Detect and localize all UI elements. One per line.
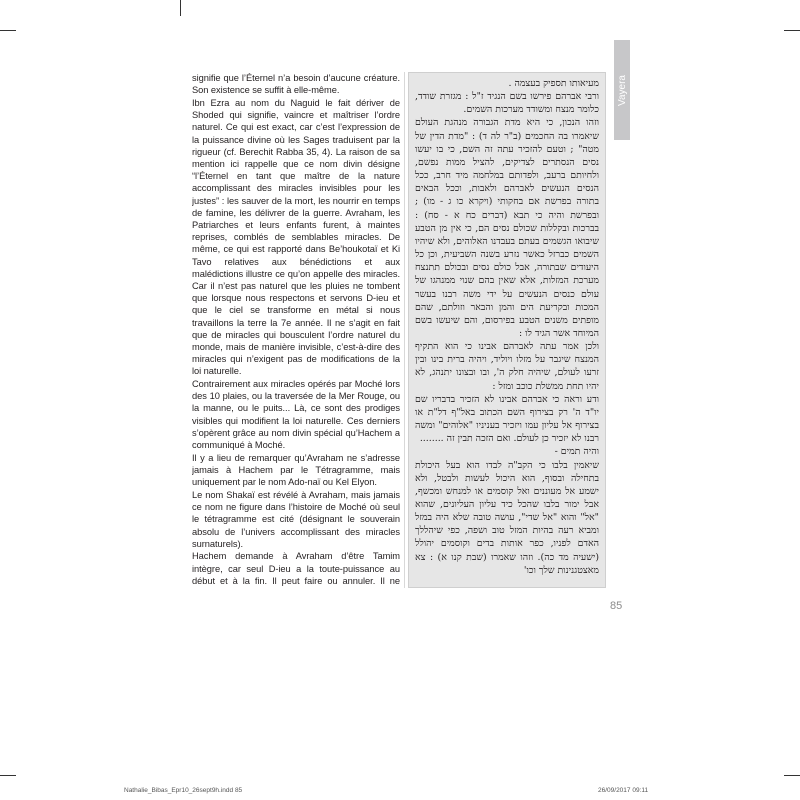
left-paragraph: Hachem demande à Avraham d’être Tamim intègre, car seul D-ieu a la toute-puissance au début et à la fin. Il peut faire ou annuler. Il ne [192, 551, 400, 586]
right-paragraph: ודע וראה כי אברהם אבינו לא הזכיר בדבריו שם יו"ד ה' רק בצירוף השם הכתוב באל"ף דל"ת או בצירוף אל עליון עמו ויזכיר בעניניו "אלוהים" ומשה רבנו לא יזכיר כן לעולם. ואם הזכה תבין זה ........ [415, 393, 599, 445]
right-paragraph: ורבי אברהם פירשו בשם הנגיד ז"ל : מגזרת שודד, כלומר מנצח ומשודד מערכות השמים. [415, 91, 599, 116]
left-paragraph: Contrairement aux miracles opérés par Moché lors des 10 plaies, ou la traversée de la Mer Rouge, ou la manne, ou le puits... Là, ce sont des prodiges visibles qui modifient la loi naturelle. Ces derniers s’opèrent grâce au nom divin spécial qu’Hachem a communiqué à Moché. [192, 379, 400, 451]
section-tab-label-wrap [614, 40, 630, 140]
french-commentary-column [192, 72, 400, 588]
page-number: 85 [610, 600, 623, 612]
crop-mark-bottom-left-h [0, 775, 16, 776]
right-paragraph: שיאמין בלבו כי הקב"ה לבדו הוא בעל היכולת בתחילה ובסוף, הוא היכול לעשות ולבטל, ולא ישמע אל מעוננים ואל קוסמים או למנחש ומכשף, אבל ימור בלבו שהכל כיד עליון העליונים, שהוא "אל" והוא "אל שדי", עושה טובה שלא היה במזל ומביא רעה בהיות המזל טוב ושפה, כפי שיהללך האדם לפניו, כפר אותות בדים וקוסמים יהולל (ישעיה מד כה). וזהו שאמרו (שבת קנו א) : צא מאצטגנינות שלך וכו' [415, 459, 599, 576]
crop-mark-top-left-v [180, 0, 181, 16]
crop-mark-top-right-h [784, 30, 800, 31]
right-paragraph: ולכן אמר עתה לאברהם אבינו כי הוא התקיף המנצח שיגבר על מזלו ויוליד, ויהיה ברית בינו ובין זרעו לעולם, שיהיה חלק ה', ובו ובצונו יתנהג, לא יהיו תחת ממשלת כוכב ומזל : [415, 341, 599, 392]
left-paragraph: signifie que l’Éternel n’a besoin d’aucune créature. Son existence se suffit à elle-même. [192, 73, 400, 96]
left-paragraph: Ibn Ezra au nom du Naguid le fait dériver de Shoded qui signifie, vaincre et maîtriser l’ordre naturel. Ce qui est exact, car c’est l’expression de la puissance divine où les Sages traduisent par la rigueur (cf. Berechit Rabba 35, 4). La raison de sa mention ici rappelle que ce nom divin désigne “l’Éternel en tant que maître de la nature accomplissant des miracles invisibles pour les justes” : les sauver de la mort, les nourrir en temps de famine, les délivrer de la guerre. Avraham, les Patriarches et leurs enfants furent, à maintes reprises, comblés de semblables miracles. De même, ce qui est rapporté dans Be’houkotaï et Ki Tavo relatives aux bénédictions et aux malédictions illustre ce qu’on appelle des miracles. Car il n’est pas naturel que les pluies ne tombent que lorsque nous respectons et servons D-ieu et que le ciel se transforme en métal si nous travaillons la terre la 7e année. Il ne s’agit en fait que de miracles qui bousculent l’ordre naturel du monde, mais de manière invisible, c’est-à-dire des miracles qui n’exigent pas de modifications de la loi naturelle. [192, 97, 400, 377]
right-paragraph: וזהו הנכון, כי היא מדת הגבורה מנהגת העולם שיאמרו בה החכמים (ב"ר לה ד) : "מדת הדין של מטה" ; וטעם להזכיר עתה זה השם, כי בו יעשו נסים הנסתרים לצדיקים, להציל ממות נפשם, ולחיותם ברעב, ולפדותם במלחמה מיד חרב, ככל הנסים הנעשים לאברהם ולאבות, וככל הבאים בתורה בפרשת אם בחקותי (ויקרא כו ג - מו) ; ובפרשת והיה כי תבא (דברים כח א - סח) : בברכות ובקללות שכולם נסים הם, כי אין מן הטבע שיבואו הגשמים בעתם בעבדנו האלוהים, ולא שיהיו השמים כברזל כאשר נזרע בשנה השביעית, וכן כל היעודים שבתורה, אבל כולם נסים ובכולם תתנצח מערכת המזלות, אלא שאין בהם שנוי ממנהגו של עולם כנסים הנעשים על ידי משה רבנו בעשר המכות ובקריעת הים והמן והבאר וזולתם, שהם מופתים משנים הטבע בפירסום, והם שיעשו בשם המיוחד אשר הגיד לו : [415, 117, 599, 339]
right-paragraph: מעיאותו תספיק בעצמה . [508, 78, 599, 89]
column-divider [404, 72, 405, 588]
hebrew-commentary-column [408, 72, 606, 588]
slug-date: 26/09/2017 09:11 [598, 787, 649, 794]
section-tab-label: Vayera [616, 74, 628, 106]
slug-file: Nathalie_Bibas_Epr10_26sept9h.indd 85 [124, 787, 243, 794]
crop-mark-bottom-right-h [784, 775, 800, 776]
crop-mark-top-left-h [0, 30, 16, 31]
right-paragraph: והיה תמים - [554, 446, 599, 458]
left-paragraph: Il y a lieu de remarquer qu’Avraham ne s’adresse jamais à Hachem par le Tétragramme, mais uniquement par le nom Ado-naï ou Kel Elyon. [192, 452, 400, 488]
left-paragraph: Le nom Shakaï est révélé à Avraham, mais jamais ce nom ne figure dans l’histoire de Moché où seul le tétragramme est cité (désignant le souverain absolu de l’univers accomplissant des miracles surnaturels). [192, 489, 400, 549]
